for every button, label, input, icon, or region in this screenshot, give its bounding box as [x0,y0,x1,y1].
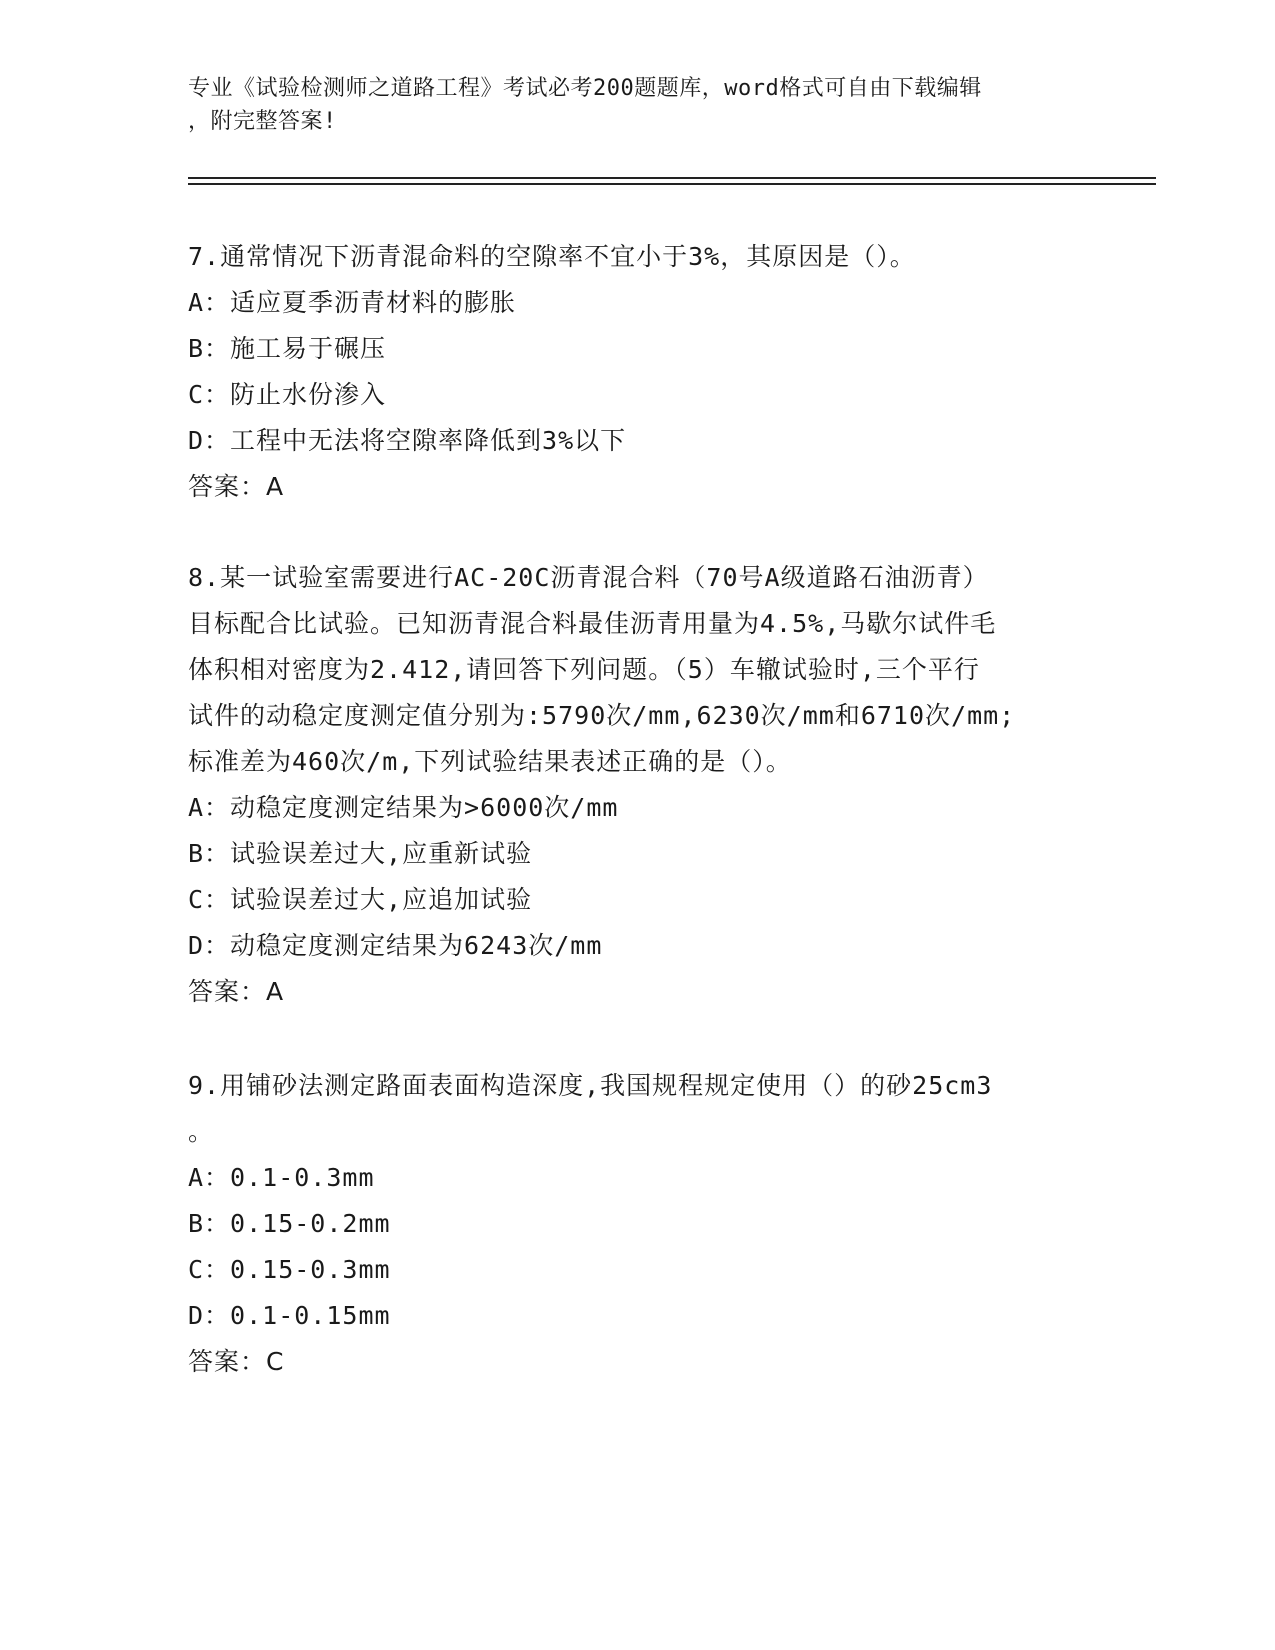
question-stem: 。 [188,1117,215,1146]
option-b: B：施工易于碾压 [188,334,387,363]
question-7 [188,234,1088,510]
question-stem: 目标配合比试验。已知沥青混合料最佳沥青用量为4.5%,马歇尔试件毛 [188,609,997,638]
question-stem: 8.某一试验室需要进行AC-20C沥青混合料（70号A级道路石油沥青） [188,563,989,592]
option-d: D：工程中无法将空隙率降低到3%以下 [188,426,627,455]
answer-line: 答案：A [188,472,285,501]
option-c: C：防止水份渗入 [188,380,387,409]
header-line: ，附完整答案! [188,109,337,134]
option-b: B：试验误差过大,应重新试验 [188,839,533,868]
question-9 [188,1063,1088,1385]
header-divider [188,177,1156,179]
option-a: A：动稳定度测定结果为>6000次/mm [188,793,619,822]
question-stem: 标准差为460次/m,下列试验结果表述正确的是（）。 [188,747,792,776]
option-d: D：0.1-0.15mm [188,1301,391,1330]
document-header [188,72,1088,138]
question-8 [188,555,1088,1015]
option-c: C：0.15-0.3mm [188,1255,391,1284]
option-a: A：0.1-0.3mm [188,1163,375,1192]
question-stem: 9.用铺砂法测定路面表面构造深度,我国规程规定使用（）的砂25cm3 [188,1071,993,1100]
option-b: B：0.15-0.2mm [188,1209,391,1238]
question-stem: 试件的动稳定度测定值分别为:5790次/mm,6230次/mm和6710次/mm; [188,701,1016,730]
question-stem: 体积相对密度为2.412,请回答下列问题。（5）车辙试验时,三个平行 [188,655,980,684]
option-c: C：试验误差过大,应追加试验 [188,885,533,914]
answer-line: 答案：C [188,1347,285,1376]
question-stem: 7.通常情况下沥青混命料的空隙率不宜小于3%，其原因是（）。 [188,242,916,271]
option-a: A：适应夏季沥青材料的膨胀 [188,288,517,317]
answer-line: 答案：A [188,977,285,1006]
option-d: D：动稳定度测定结果为6243次/mm [188,931,603,960]
header-line: 专业《试验检测师之道路工程》考试必考200题题库，word格式可自由下载编辑 [188,76,982,101]
header-divider [188,183,1156,185]
